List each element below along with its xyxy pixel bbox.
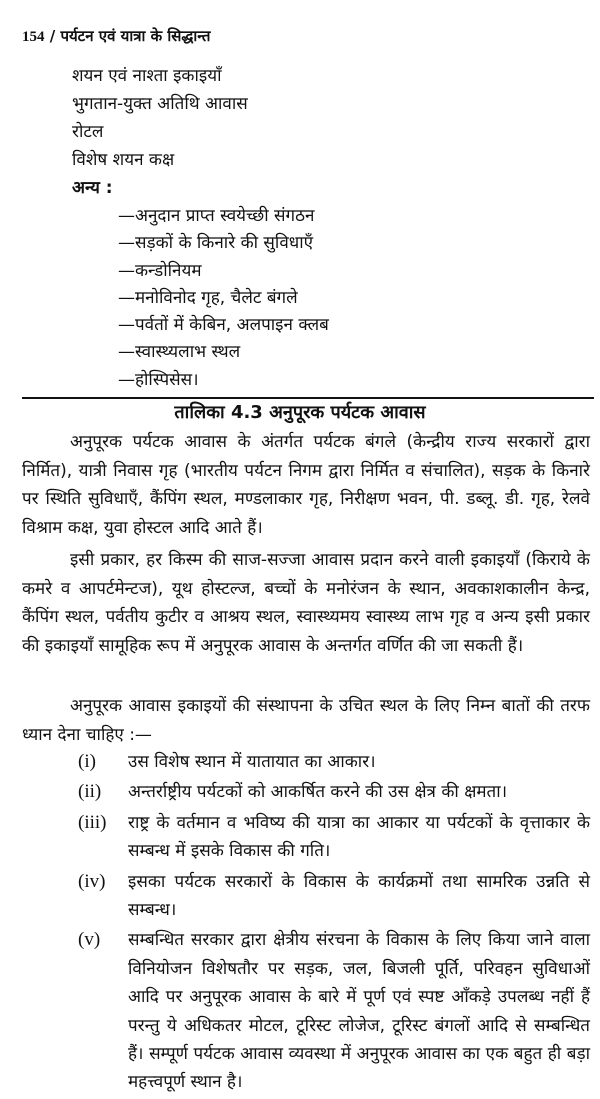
list-item: —पर्वतों में केबिन, अलपाइन क्लब xyxy=(118,315,329,336)
point-item xyxy=(78,778,590,806)
numbered-points xyxy=(78,748,590,1099)
accommodation-list xyxy=(72,62,248,202)
list-item: —अनुदान प्राप्त स्वयेच्छी संगठन xyxy=(118,206,315,226)
paragraph: अनुपूरक पर्यटक आवास के अंतर्गत पर्यटक बंगले (केन्द्रीय राज्य सरकारों द्वारा निर्मित), यात्री निवास गृह (भारतीय पर्यटन निगम द्वारा निर्मित व संचालित), सड़क के किनारे पर स्थिति सुविधाएँ, कैंपिंग स्थल, मण्डलाकार गृह, निरीक्षण भवन, पी. डब्लू. डी. गृह, रेलवे विश्राम कक्ष, युवा होस्टल आदि आते हैं। xyxy=(22,432,590,538)
horizontal-rule xyxy=(22,397,594,399)
list-item: —कन्डोनियम xyxy=(118,260,202,281)
point-item xyxy=(78,748,590,776)
point-number: (iv) xyxy=(78,870,106,892)
others-label: अन्य : xyxy=(72,178,113,198)
list-item: —स्वास्थ्यलाभ स्थल xyxy=(118,342,241,363)
point-number: (iii) xyxy=(78,811,107,833)
point-text: अन्तर्राष्ट्रीय पर्यटकों को आकर्षित करने की उस क्षेत्र की क्षमता। xyxy=(128,782,508,803)
list-item: रोटल xyxy=(72,122,104,142)
paragraph: अनुपूरक आवास इकाइयों की संस्थापना के उचित स्थल के लिए निम्न बातों की तरफ ध्यान देना चाहिए :— xyxy=(22,696,590,745)
point-number: (v) xyxy=(78,929,101,951)
book-title: पर्यटन एवं यात्रा के सिद्धान्त xyxy=(60,27,211,45)
list-item: भुगतान-युक्त अतिथि आवास xyxy=(72,94,248,114)
others-list xyxy=(118,203,329,394)
list-item: —होस्पिसेस। xyxy=(118,369,199,390)
point-text: राष्ट्र के वर्तमान व भविष्य की यात्रा का आकार या पर्यटकों के वृत्ताकार के सम्बन्ध में इसके विकास की गति। xyxy=(128,812,590,862)
page-number: 154 xyxy=(22,29,45,45)
header-separator: / xyxy=(49,27,56,45)
point-number: (i) xyxy=(78,751,96,772)
point-item xyxy=(78,868,590,925)
point-number: (ii) xyxy=(78,781,102,803)
point-text: इसका पर्यटक सरकारों के विकास के कार्यक्रमों तथा सामरिक उन्नति से सम्बन्ध। xyxy=(128,871,590,921)
point-item xyxy=(78,809,590,866)
list-item: —सड़कों के किनारे की सुविधाएँ xyxy=(118,233,314,254)
table-title: तालिका 4.3 अनुपूरक पर्यटक आवास xyxy=(174,402,426,423)
list-item: शयन एवं नाश्ता इकाइयाँ xyxy=(72,66,222,86)
point-text: सम्बन्धित सरकार द्वारा क्षेत्रीय संरचना के विकास के लिए किया जाने वाला विनियोजन विशेषतौर पर सड़क, जल, बिजली पूर्ति, परिवहन सुविधाओं आदि पर अनुपूरक आवास के बारे में पूर्ण एवं स्पष्ट आँकड़े उपलब्ध नहीं हैं परन्तु ये अधिकतर मोटल, टूरिस्ट लोजेज, टूरिस्ट बंगलों आदि से सम्बन्धित हैं। सम्पूर्ण पर्यटक आवास व्यवस्था में अनुपूरक आवास का एक बहुत ही बड़ा महत्त्वपूर्ण स्थान है। xyxy=(128,930,590,1093)
paragraph: इसी प्रकार, हर किस्म की साज-सज्जा आवास प्रदान करने वाली इकाइयाँ (किराये के कमरे व आपर्टमेन्टज), यूथ होस्टल्ज, बच्चों के मनोरंजन के स्थान, अवकाशकालीन केन्द्र, कैंपिंग स्थल, पर्वतीय कुटीर व आश्रय स्थल, स्वास्थ्यमय स्वास्थ्य लाभ गृह व अन्य इसी प्रकार की इकाइयाँ सामूहिक रूप में अनुपूरक आवास के अन्तर्गत वर्णित की जा सकती हैं। xyxy=(22,550,590,656)
running-header xyxy=(22,26,210,46)
list-item: विशेष शयन कक्ष xyxy=(72,150,175,170)
point-item xyxy=(78,926,590,1096)
point-text: उस विशेष स्थान में यातायात का आकार। xyxy=(128,752,376,772)
list-item: —मनोविनोद गृह, चैलेट बंगले xyxy=(118,287,298,308)
